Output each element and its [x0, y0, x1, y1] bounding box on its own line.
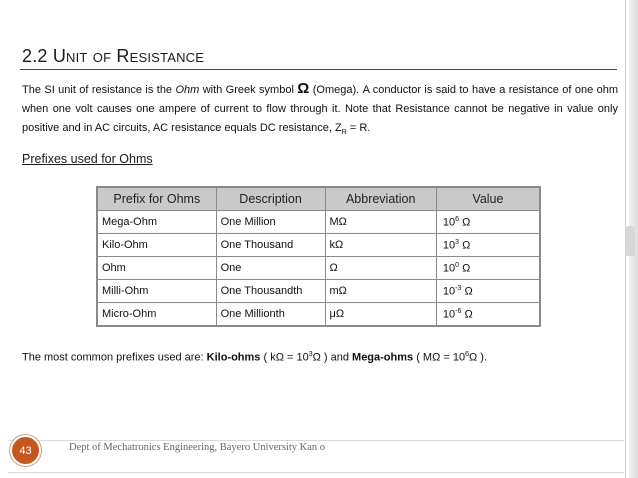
- title-divider: [20, 69, 617, 70]
- cell-abbreviation: mΩ: [325, 280, 436, 303]
- kilo-ohms-label: Kilo-ohms: [206, 351, 261, 364]
- table-row: [97, 234, 540, 257]
- intro-paragraph: [22, 79, 618, 142]
- right-edge-tab: [626, 226, 635, 256]
- cell-value: $10^0$ Ω: [436, 257, 540, 280]
- header-prefix: Prefix for Ohms: [97, 187, 216, 211]
- table-row: [97, 303, 540, 327]
- cell-prefix: Ohm: [97, 257, 216, 280]
- cell-abbreviation: μΩ: [325, 303, 436, 327]
- cell-description: One: [216, 257, 325, 280]
- cell-description: One Thousandth: [216, 280, 325, 303]
- footer-text: Dept of Mechatronics Engineering, Bayero University Kan o: [69, 442, 326, 453]
- cell-abbreviation: MΩ: [325, 211, 436, 234]
- intro-text-1: The SI unit of resistance is the: [22, 84, 176, 96]
- cell-description: One Million: [216, 211, 325, 234]
- table-row: [97, 211, 540, 234]
- header-description: Description: [216, 187, 325, 211]
- intro-text-4: = R.: [346, 122, 371, 134]
- intro-ohm-word: Ohm: [175, 84, 200, 96]
- intro-text-3: (Omega). A conductor is said to have a resistance of one ohm when one volt causes one ampere of current to flow through it. Note that Resistance cannot be negative in value only positive and in AC circuits, AC resistance equals DC resistance, Z: [22, 84, 618, 134]
- cell-description: One Thousand: [216, 234, 325, 257]
- intro-subscript-r: R: [341, 129, 347, 137]
- cell-prefix: Kilo-Ohm: [97, 234, 216, 257]
- cell-abbreviation: Ω: [325, 257, 436, 280]
- cell-abbreviation: kΩ: [325, 234, 436, 257]
- cell-prefix: Mega-Ohm: [97, 211, 216, 234]
- cell-description: One Millionth: [216, 303, 325, 327]
- conclusion-sentence: The most common prefixes used are: Kilo-ohms ( $k\Omega = 10^3\Omega$ ) and Mega-ohms ( $M\Omega = 10^6\Omega$ ).: [22, 351, 487, 364]
- page-number-badge: 43: [12, 437, 39, 464]
- footer-bottom-line: [8, 472, 624, 473]
- ohm-prefix-table: [96, 186, 541, 327]
- header-abbreviation: Abbreviation: [325, 187, 436, 211]
- cell-value: $10^{-3}$ Ω: [436, 280, 540, 303]
- prefixes-subheading: Prefixes used for Ohms: [22, 152, 153, 166]
- table-header-row: [97, 187, 540, 211]
- title-text: 2.2 Unit of Resistance: [22, 46, 205, 66]
- cell-prefix: Micro-Ohm: [97, 303, 216, 327]
- omega-symbol: Ω: [297, 80, 310, 97]
- table-row: [97, 280, 540, 303]
- cell-prefix: Milli-Ohm: [97, 280, 216, 303]
- table-row: [97, 257, 540, 280]
- intro-text-2: with Greek symbol: [199, 84, 298, 96]
- footer-divider: [8, 440, 624, 441]
- cell-value: $10^6$ Ω: [436, 211, 540, 234]
- header-value: Value: [436, 187, 540, 211]
- cell-value: $10^3$ Ω: [436, 234, 540, 257]
- mega-ohms-label: Mega-ohms: [352, 351, 414, 364]
- slide-title: [22, 46, 204, 67]
- cell-value: $10^{-6}$ Ω: [436, 303, 540, 327]
